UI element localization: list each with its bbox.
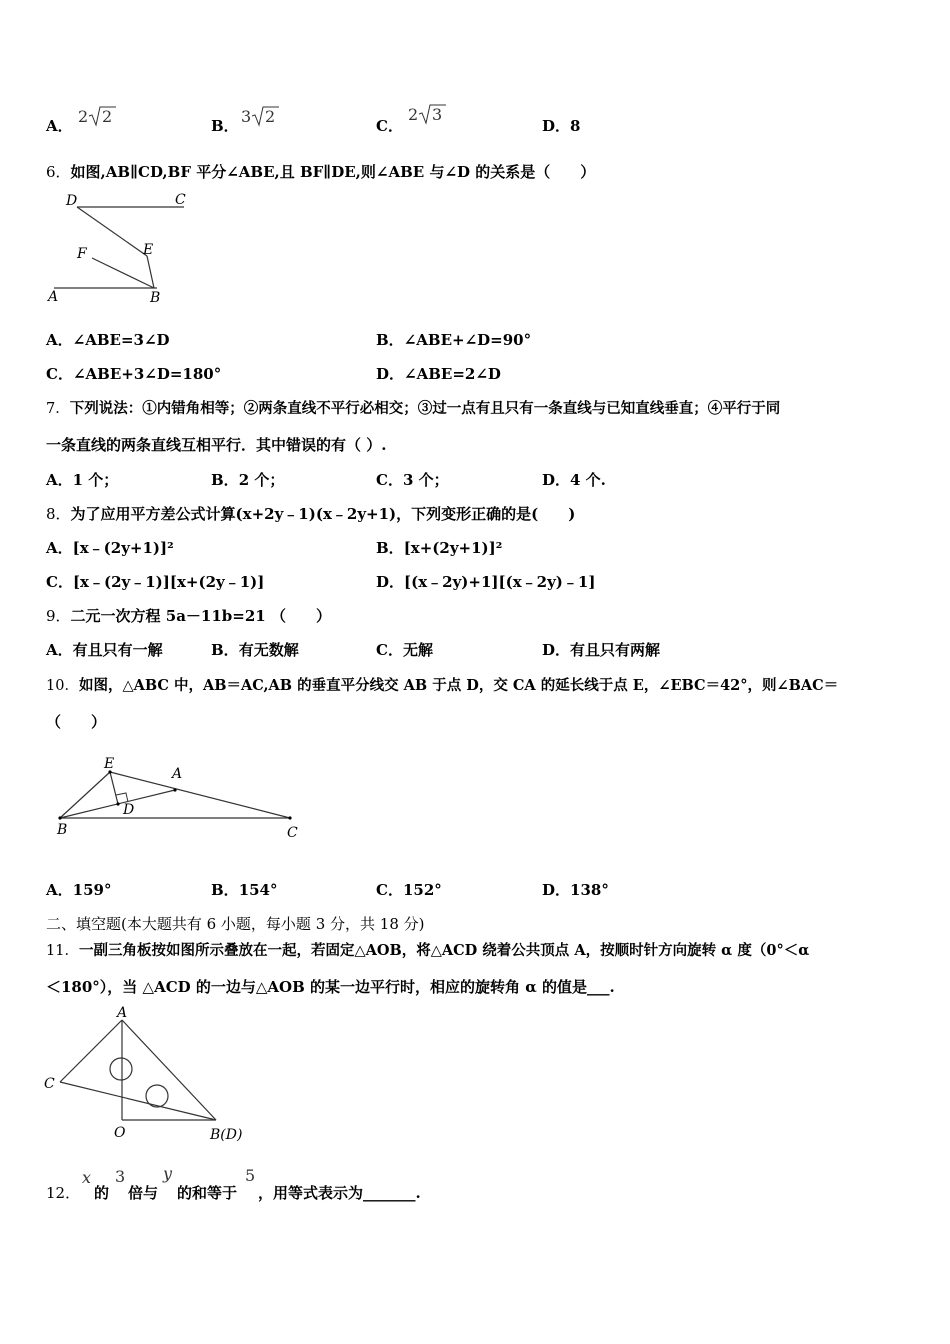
q5-option-d-letter: D． — [542, 117, 571, 135]
q7-option-c-text: 3 个； — [402, 471, 449, 489]
q10-figure — [50, 752, 310, 851]
svg-text:2: 2 — [408, 105, 419, 124]
q7-number: 7． — [46, 401, 70, 417]
q8-stem — [46, 503, 575, 524]
q8-option-d — [376, 571, 595, 592]
q8-option-c-letter: C． — [46, 573, 73, 591]
svg-text:2: 2 — [102, 107, 113, 126]
q5-option-c — [376, 115, 403, 136]
q7-option-d — [542, 469, 606, 490]
q7-line1: 下列说法：①内错角相等；②两条直线不平行必相交；③过一点有且只有一条直线与已知直线垂直；④平行于同 — [69, 400, 781, 417]
q6-stem — [46, 161, 595, 182]
q12-num-3: 3 — [115, 1167, 126, 1186]
q6-option-a-letter: A． — [46, 331, 73, 349]
q9-option-c-letter: C． — [376, 641, 403, 659]
q7-option-a-letter: A． — [46, 471, 73, 489]
q6-option-d-text: ∠ABE=2∠D — [404, 365, 501, 383]
q9-option-d-text: 有且只有两解 — [570, 641, 661, 659]
q7-option-b — [211, 469, 284, 490]
q8-option-c — [46, 571, 264, 592]
q10-diagram — [50, 752, 310, 847]
q5-option-b-value — [241, 104, 281, 132]
q10-option-c-text: 152° — [402, 881, 442, 899]
q6-option-b-letter: B． — [376, 331, 404, 349]
q5-option-a-letter: A． — [46, 117, 73, 135]
q10-option-d-text: 138° — [570, 881, 609, 899]
q7-option-d-letter: D． — [542, 471, 571, 489]
q9-stem — [46, 605, 331, 626]
q9-option-c — [376, 639, 433, 660]
q11-label-bd: B(D) — [210, 1127, 243, 1143]
q11-stem-line2 — [46, 976, 615, 997]
q5-option-c-letter: C． — [376, 117, 403, 135]
q11-label-o: O — [114, 1125, 126, 1141]
sqrt-3-2 — [241, 104, 281, 128]
q7-option-b-letter: B． — [211, 471, 239, 489]
q7-stem-line2 — [46, 434, 386, 455]
q11-line1: 一副三角板按如图所示叠放在一起，若固定△AOB，将△ACD 绕着公共顶点 A，按顺时针方向旋转 α 度（0°＜α — [78, 942, 810, 959]
q5-option-b-letter: B． — [211, 117, 239, 135]
q8-option-d-letter: D． — [376, 573, 405, 591]
q12-var-x: x — [82, 1168, 92, 1187]
q12-de — [94, 1182, 109, 1203]
q5-option-a-value — [78, 104, 118, 132]
q12-hedengyu — [177, 1182, 237, 1203]
q9-text: 二元一次方程 5a－11b=21 （ ） — [70, 607, 331, 625]
q10-option-d-letter: D． — [542, 881, 571, 899]
q10-option-c-letter: C． — [376, 881, 403, 899]
q6-option-d — [376, 363, 501, 384]
q10-stem-line2 — [46, 711, 106, 732]
q7-option-c-letter: C． — [376, 471, 403, 489]
q6-label-b: B — [150, 290, 161, 306]
q12-five — [245, 1166, 255, 1185]
q6-option-c — [46, 363, 221, 384]
q6-option-d-letter: D． — [376, 365, 405, 383]
q9-option-b-letter: B． — [211, 641, 239, 659]
sqrt-2-3 — [408, 102, 448, 126]
q8-option-b-letter: B． — [376, 539, 404, 557]
q12-num-5: 5 — [245, 1166, 256, 1185]
q10-option-a-letter: A． — [46, 881, 73, 899]
q9-option-d — [542, 639, 660, 660]
q10-option-d — [542, 879, 609, 900]
q6-label-e: E — [143, 242, 154, 258]
svg-text:2: 2 — [265, 107, 276, 126]
svg-text:3: 3 — [432, 105, 443, 124]
q10-line2: （ ） — [46, 713, 107, 731]
q6-option-b — [376, 329, 531, 350]
q9-option-c-text: 无解 — [402, 641, 433, 659]
svg-text:2: 2 — [78, 107, 89, 126]
q8-option-b — [376, 537, 502, 558]
q11-label-a: A — [117, 1005, 128, 1021]
q6-option-a-text: ∠ABE=3∠D — [72, 331, 170, 349]
q6-label-f: F — [77, 246, 87, 262]
q5-option-d-value: 8 — [570, 117, 581, 135]
q10-option-b — [211, 879, 278, 900]
q8-option-a-letter: A． — [46, 539, 73, 557]
q8-number: 8． — [46, 505, 71, 523]
q12-beiyu — [128, 1182, 158, 1203]
q6-label-a: A — [48, 289, 59, 305]
svg-text:3: 3 — [241, 107, 252, 126]
q10-label-e: E — [104, 756, 115, 772]
q12-x — [82, 1168, 91, 1187]
q6-option-c-letter: C． — [46, 365, 73, 383]
section2-heading: 二、填空题(本大题共有 6 小题，每小题 3 分，共 18 分) — [46, 915, 425, 933]
q12-var-y: y — [163, 1164, 173, 1183]
q6-label-d: D — [66, 193, 78, 209]
sqrt-2-2 — [78, 104, 118, 128]
q5-option-b — [211, 115, 239, 136]
q6-option-c-text: ∠ABE+3∠D=180° — [72, 365, 222, 383]
q9-option-d-letter: D． — [542, 641, 571, 659]
q9-number: 9． — [46, 607, 71, 625]
q7-line2: 一条直线的两条直线互相平行．其中错误的有（ ）. — [46, 436, 387, 454]
q10-option-a — [46, 879, 111, 900]
q6-text: 如图,AB∥CD,BF 平分∠ABE,且 BF∥DE,则∠ABE 与∠D 的关系是（ ） — [70, 163, 596, 181]
q7-option-a — [46, 469, 118, 490]
q12-text-de: 的 — [94, 1184, 110, 1202]
q8-option-d-text: [(x﹣2y)+1][(x﹣2y)﹣1] — [404, 573, 596, 591]
q10-option-c — [376, 879, 442, 900]
q6-option-b-text: ∠ABE+∠D=90° — [403, 331, 532, 349]
q6-option-a — [46, 329, 170, 350]
q12-y — [163, 1164, 172, 1183]
q8-option-a-text: [x﹣(2y+1)]² — [72, 539, 174, 557]
q6-diagram — [44, 188, 204, 308]
q10-option-b-letter: B． — [211, 881, 239, 899]
q7-option-b-text: 2 个； — [238, 471, 285, 489]
q8-option-c-text: [x﹣(2y﹣1)][x+(2y﹣1)] — [72, 573, 265, 591]
q10-label-b: B — [57, 822, 68, 838]
q8-option-a — [46, 537, 174, 558]
q12-number: 12． — [46, 1184, 81, 1202]
q5-option-c-value — [408, 102, 448, 130]
q7-option-c — [376, 469, 449, 490]
q5-option-a — [46, 115, 73, 136]
q9-option-b — [211, 639, 299, 660]
q11-label-c: C — [44, 1076, 55, 1092]
q11-number: 11． — [46, 943, 79, 959]
q6-label-c: C — [175, 192, 186, 208]
q10-number: 10． — [46, 678, 79, 694]
q6-figure — [44, 188, 204, 312]
q12-text-beiyu: 倍与 — [128, 1184, 159, 1202]
q12-three — [115, 1167, 125, 1186]
q12-text-hedengyu: 的和等于 — [177, 1184, 238, 1202]
q10-label-a: A — [172, 766, 183, 782]
q7-stem-line1 — [46, 397, 780, 418]
q5-option-d — [542, 115, 580, 136]
q8-text: 为了应用平方差公式计算(x+2y﹣1)(x﹣2y+1)，下列变形正确的是( ) — [70, 505, 576, 523]
q12-text-tail: ，用等式表示为_______. — [258, 1184, 421, 1202]
q10-stem — [46, 674, 838, 695]
q10-option-b-text: 154° — [238, 881, 278, 899]
q12-stem — [46, 1182, 80, 1203]
q10-option-a-text: 159° — [72, 881, 112, 899]
q10-label-d: D — [123, 802, 135, 818]
q6-number: 6． — [46, 163, 71, 181]
q8-option-b-text: [x+(2y+1)]² — [403, 539, 503, 557]
q11-line2: ＜180°），当 △ACD 的一边与△AOB 的某一边平行时，相应的旋转角 α 的值是___. — [46, 978, 615, 996]
q11-stem-line1 — [46, 939, 809, 960]
q11-diagram — [40, 1002, 260, 1147]
q9-option-a-letter: A． — [46, 641, 73, 659]
q10-text: 如图，△ABC 中，AB＝AC,AB 的垂直平分线交 AB 于点 D，交 CA 的延长线于点 E，∠EBC＝42°，则∠BAC＝ — [78, 677, 839, 694]
q9-option-a — [46, 639, 163, 660]
q7-option-d-text: 4 个. — [570, 471, 606, 489]
q12-tail — [258, 1182, 421, 1203]
q7-option-a-text: 1 个； — [72, 471, 119, 489]
q9-option-b-text: 有无数解 — [238, 641, 299, 659]
q10-label-c: C — [287, 825, 298, 841]
q9-option-a-text: 有且只有一解 — [72, 641, 163, 659]
q11-figure — [40, 1002, 260, 1151]
